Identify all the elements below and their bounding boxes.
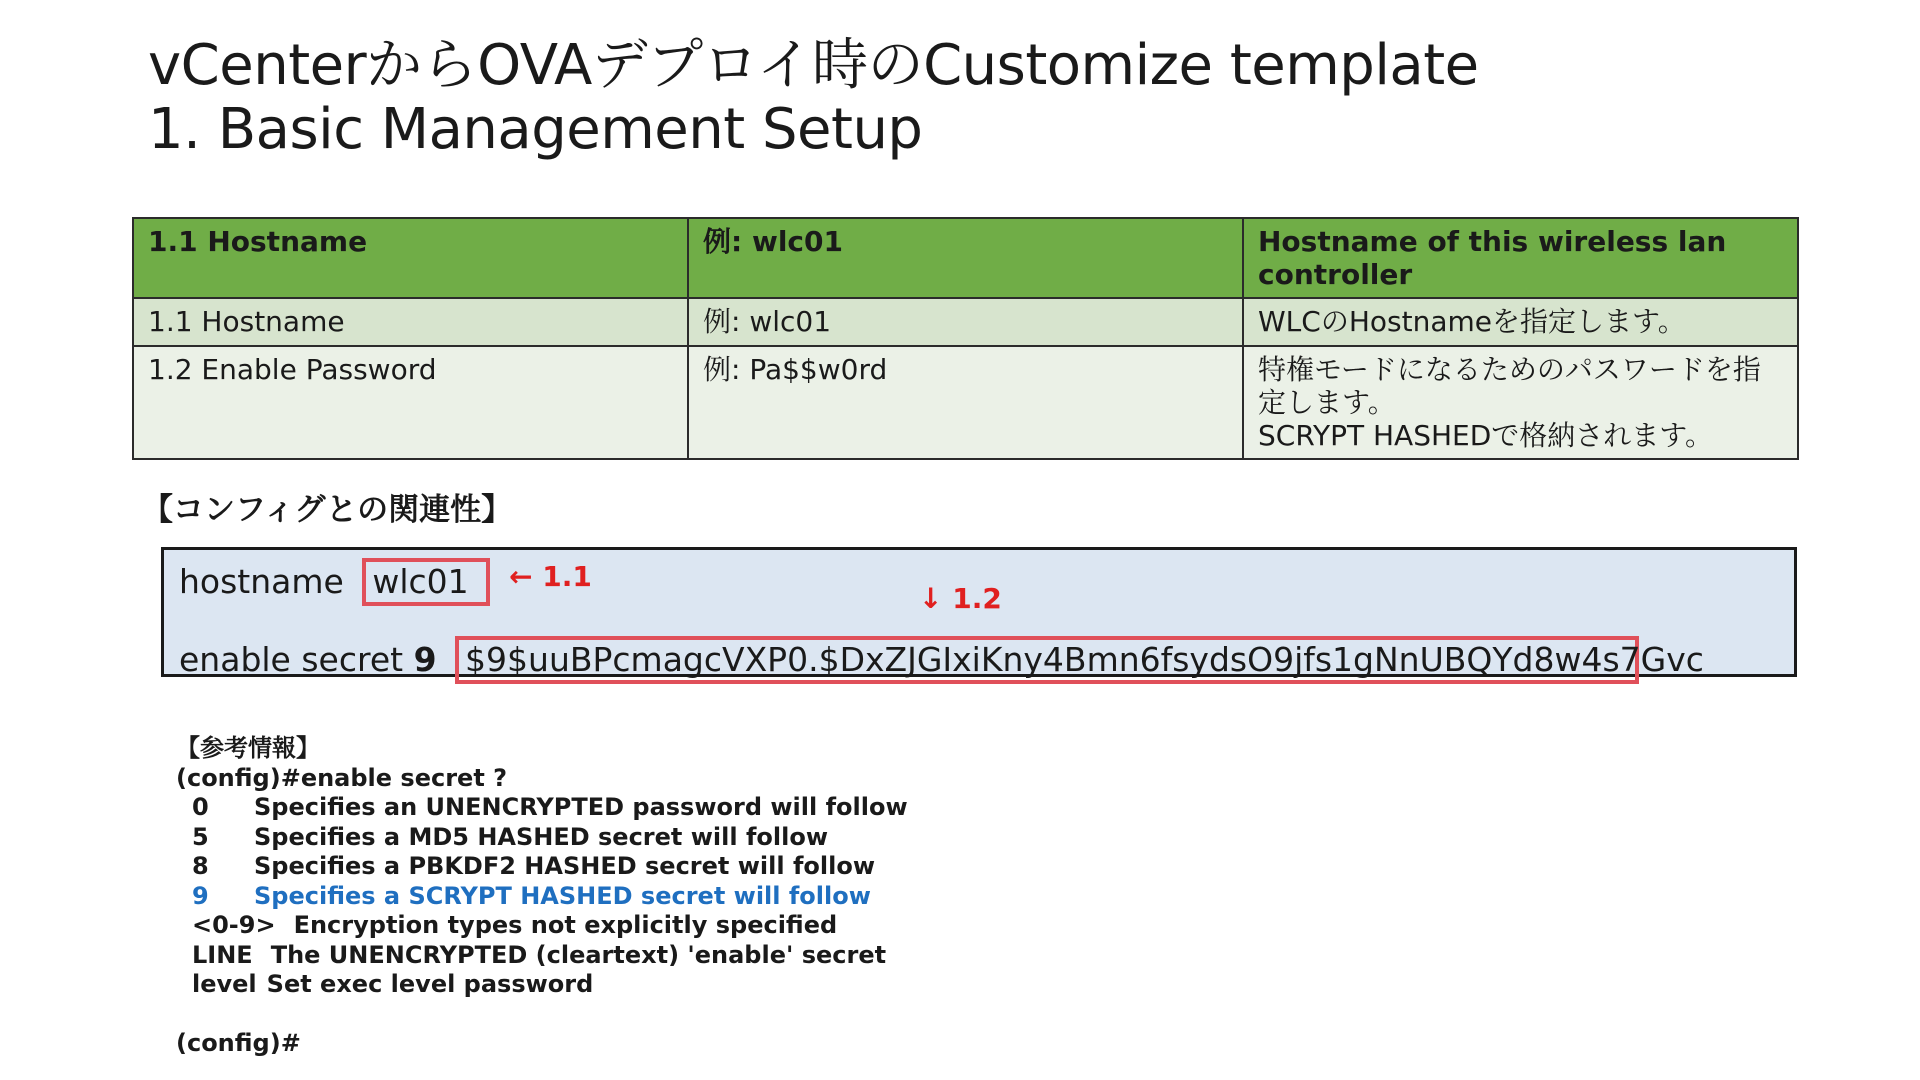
table-cell: 例: Pa$$w0rd: [688, 346, 1243, 459]
table-header-row: [133, 218, 1798, 298]
title-line-1: vCenterからOVAデプロイ時のCustomize template: [148, 33, 1479, 98]
table-cell: 例: wlc01: [688, 298, 1243, 346]
option-desc: Specifies a PBKDF2 HASHED secret will follow: [254, 852, 875, 880]
hostname-reference-note: ← 1.1: [509, 560, 592, 593]
table-row: [133, 346, 1798, 459]
reference-info-block: [176, 734, 908, 1058]
option-code: LINE: [192, 940, 253, 969]
parameter-table: [132, 217, 1799, 460]
spacer: [176, 1000, 908, 1029]
table-header-cell: Hostname of this wireless lan controller: [1243, 218, 1798, 298]
list-item-highlighted: [176, 882, 908, 912]
table-cell: 特権モードになるためのパスワードを指定します。 SCRYPT HASHEDで格納されます。: [1243, 346, 1798, 459]
secret-reference-note: ↓ 1.2: [919, 582, 1002, 615]
option-desc: Encryption types not explicitly specified: [293, 911, 838, 939]
list-item: [176, 793, 908, 823]
table-cell: 1.1 Hostname: [133, 298, 688, 346]
config-section-heading: 【コンフィグとの関連性】: [142, 492, 513, 528]
table-header-cell: 1.1 Hostname: [133, 218, 688, 298]
table-header-cell: 例: wlc01: [688, 218, 1243, 298]
list-item: [176, 823, 908, 853]
option-desc: The UNENCRYPTED (cleartext) 'enable' secret: [270, 940, 887, 969]
config-secret-line: [179, 636, 1704, 684]
list-item: [176, 911, 908, 941]
table-cell: WLCのHostnameを指定します。: [1243, 298, 1798, 346]
table-row: [133, 298, 1798, 346]
hostname-value-highlight: wlc01: [362, 558, 490, 606]
option-desc: Specifies a MD5 HASHED secret will follow: [254, 822, 828, 851]
list-item: [176, 970, 908, 1000]
config-secret-type: 9: [413, 640, 437, 679]
reference-end-prompt: (config)#: [176, 1028, 301, 1057]
list-item: [176, 852, 908, 882]
option-code: 9: [192, 881, 209, 910]
config-hostname-line: [179, 558, 490, 606]
title-line-2: 1. Basic Management Setup: [148, 97, 923, 162]
config-secret-command: enable secret: [179, 640, 404, 679]
list-item: [176, 941, 908, 971]
option-code: 8: [192, 852, 209, 880]
table-cell: 1.2 Enable Password: [133, 346, 688, 459]
option-code: level: [192, 970, 257, 998]
option-code: <0-9>: [192, 911, 276, 939]
option-desc: Specifies a SCRYPT HASHED secret will follow: [254, 881, 871, 910]
config-snippet-box: [161, 547, 1797, 677]
option-desc: Set exec level password: [266, 970, 594, 998]
option-code: 0: [192, 793, 209, 821]
secret-value-highlight: $9$uuBPcmagcVXP0.$DxZJGIxiKny4Bmn6fsydsO9jfs1gNnUBQYd8w4s7Gvc: [455, 636, 1639, 684]
config-hostname-command: hostname: [179, 562, 344, 601]
option-code: 5: [192, 822, 209, 851]
option-desc: Specifies an UNENCRYPTED password will follow: [254, 793, 908, 821]
slide-title: [148, 34, 1479, 162]
reference-heading: 【参考情報】: [176, 734, 320, 762]
reference-prompt: (config)#enable secret ?: [176, 763, 508, 792]
